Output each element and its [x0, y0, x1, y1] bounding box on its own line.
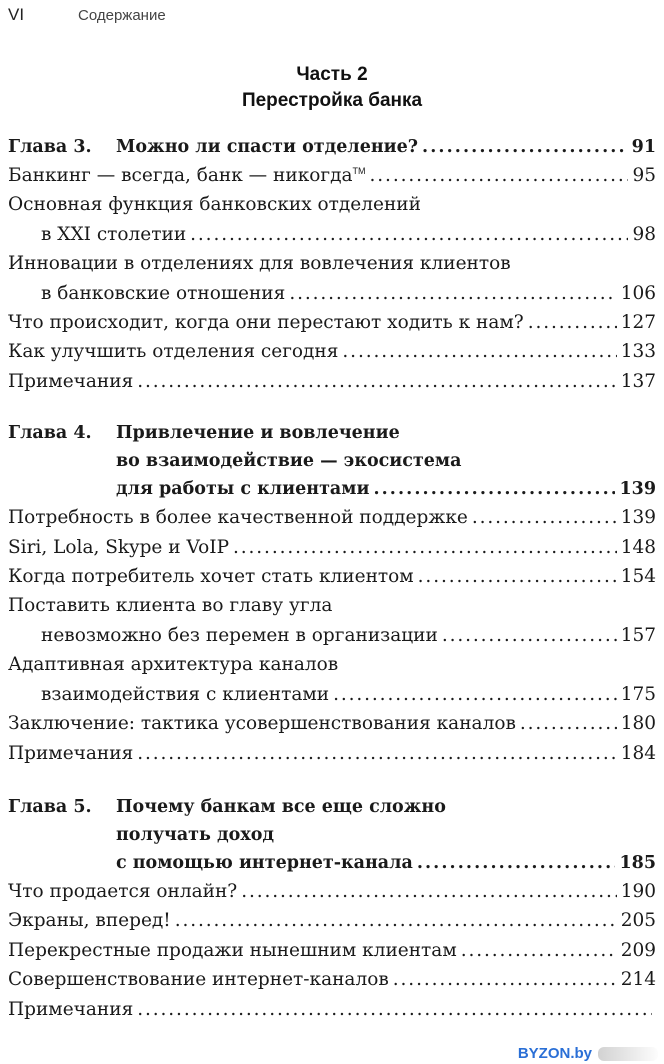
chapter-5[interactable] [8, 793, 656, 877]
entry-title: Когда потребитель хочет стать клиентом [8, 566, 414, 588]
entry-title: Что продается онлайн? [8, 880, 238, 902]
leader-dots [373, 475, 615, 503]
entry-page: 137 [620, 370, 656, 392]
spacer [8, 396, 656, 419]
leader-dots [190, 220, 628, 249]
entry-page: 139 [620, 507, 656, 529]
toc-entry-line[interactable]: Инновации в отделениях для вовлечения клиентов [8, 253, 511, 275]
leader-dots [333, 680, 617, 709]
toc-entry[interactable] [8, 220, 656, 249]
toc-entry[interactable] [8, 503, 656, 532]
chapter-heading-last [8, 849, 656, 877]
entry-title: в банковские отношения [41, 282, 286, 304]
chapter-number: Глава 4. [8, 423, 92, 444]
entry-page: 214 [620, 969, 656, 991]
entry-page: 98 [632, 223, 656, 245]
toc-entry[interactable] [8, 936, 656, 965]
part-heading [0, 62, 664, 114]
toc-entry[interactable] [8, 680, 656, 709]
entry-page: 175 [620, 683, 656, 705]
entry-title: Заключение: тактика усовершенствования каналов [8, 713, 516, 735]
chapter-page: 91 [631, 137, 656, 157]
spacer [8, 768, 656, 793]
entry-title: Экраны, вперед! [8, 910, 171, 932]
entry-title: Примечания [8, 370, 134, 392]
leader-dots [520, 709, 617, 738]
entry-title: Примечания [8, 998, 134, 1020]
entry-page: 154 [620, 566, 656, 588]
toc-entry[interactable] [8, 308, 656, 337]
chapter-title-line: Привлечение и вовлечение [116, 423, 400, 444]
leader-dots [472, 503, 617, 532]
leader-dots [370, 161, 629, 190]
chapter-title: Можно ли спасти отделение? [116, 137, 419, 157]
toc-entry[interactable] [8, 906, 656, 935]
leader-dots [417, 849, 616, 877]
running-head-title: Содержание [78, 7, 166, 24]
leader-dots [233, 533, 617, 562]
toc-entry[interactable] [8, 337, 656, 366]
toc-entry[interactable] [8, 709, 656, 738]
entry-page: 95 [632, 165, 656, 186]
entry-title: невозможно без перемен в организации [41, 624, 438, 646]
leader-dots [175, 906, 617, 935]
entry-title: взаимодействия с клиентами [41, 683, 330, 705]
toc-entry[interactable] [8, 367, 656, 396]
chapter-4[interactable] [8, 419, 656, 503]
leader-dots [241, 877, 616, 906]
watermark-logo [518, 1045, 658, 1062]
entry-page: 148 [620, 536, 656, 558]
entry-page: 106 [620, 282, 656, 304]
watermark-fade [598, 1047, 658, 1061]
chapter-title-line: для работы с клиентами [116, 479, 370, 500]
chapter-heading-last [8, 475, 656, 503]
leader-dots [289, 279, 616, 308]
entry-title: Siri, Lola, Skype и VoIP [8, 536, 230, 558]
toc-entry[interactable] [8, 995, 656, 1024]
chapter-title-line: получать доход [116, 824, 275, 845]
entry-title: Как улучшить отделения сегодня [8, 341, 339, 363]
entry-page: 184 [620, 742, 656, 764]
entry-title: Что происходит, когда они перестают ходить к нам? [8, 312, 524, 334]
toc-entry[interactable] [8, 877, 656, 906]
toc-entry[interactable] [8, 279, 656, 308]
leader-dots [418, 562, 617, 591]
entry-page: 180 [620, 713, 656, 735]
chapter-number: Глава 5. [8, 796, 92, 817]
toc-entry[interactable] [8, 161, 656, 190]
leader-dots [461, 936, 617, 965]
toc-entry-line[interactable]: Адаптивная архитектура каналов [8, 654, 339, 676]
leader-dots [137, 995, 652, 1024]
part-label: Часть 2 [296, 64, 368, 85]
entry-page: 133 [620, 341, 656, 363]
part-title: Перестройка банка [241, 90, 423, 111]
toc-entry[interactable] [8, 562, 656, 591]
trademark-mark: TM [352, 165, 366, 176]
entry-title: Совершенствование интернет-каналов [8, 969, 389, 991]
entry-page: 190 [620, 880, 656, 902]
entry-page: 209 [620, 939, 656, 961]
chapter-title-line: с помощью интернет-канала [116, 852, 413, 873]
toc-entry[interactable] [8, 965, 656, 994]
toc-entry[interactable] [8, 533, 656, 562]
entry-title: Перекрестные продажи нынешним клиентам [8, 939, 457, 961]
chapter-page: 185 [619, 852, 656, 873]
entry-title: Потребность в более качественной поддержке [8, 507, 468, 529]
chapter-title-line: Почему банкам все еще сложно [116, 796, 446, 817]
chapter-page: 139 [619, 479, 656, 500]
toc-entry-line[interactable]: Поставить клиента во главу угла [8, 595, 333, 617]
leader-dots [342, 337, 616, 366]
entry-title: Примечания [8, 742, 134, 764]
leader-dots [442, 621, 617, 650]
leader-dots [422, 133, 628, 161]
entry-page: 127 [620, 312, 656, 334]
entry-title: в XXI столетии [41, 223, 187, 245]
watermark-text: BYZON.by [517, 1045, 592, 1062]
leader-dots [528, 308, 617, 337]
table-of-contents [8, 133, 656, 1024]
page-number: VI [8, 5, 25, 24]
chapter-3 [8, 133, 656, 161]
chapter-title-line: во взаимодействие — экосистема [116, 451, 462, 472]
entry-title: Банкинг — всегда, банк — никогда [8, 165, 353, 186]
leader-dots [393, 965, 617, 994]
leader-dots [137, 739, 616, 768]
entry-page: 157 [620, 624, 656, 646]
toc-entry[interactable] [8, 739, 656, 768]
toc-entry-line[interactable]: Основная функция банковских отделений [8, 194, 421, 216]
toc-entry[interactable] [8, 621, 656, 650]
leader-dots [137, 367, 616, 396]
chapter-heading[interactable] [8, 133, 656, 161]
entry-page: 205 [620, 910, 656, 932]
chapter-number: Глава 3. [8, 137, 92, 157]
